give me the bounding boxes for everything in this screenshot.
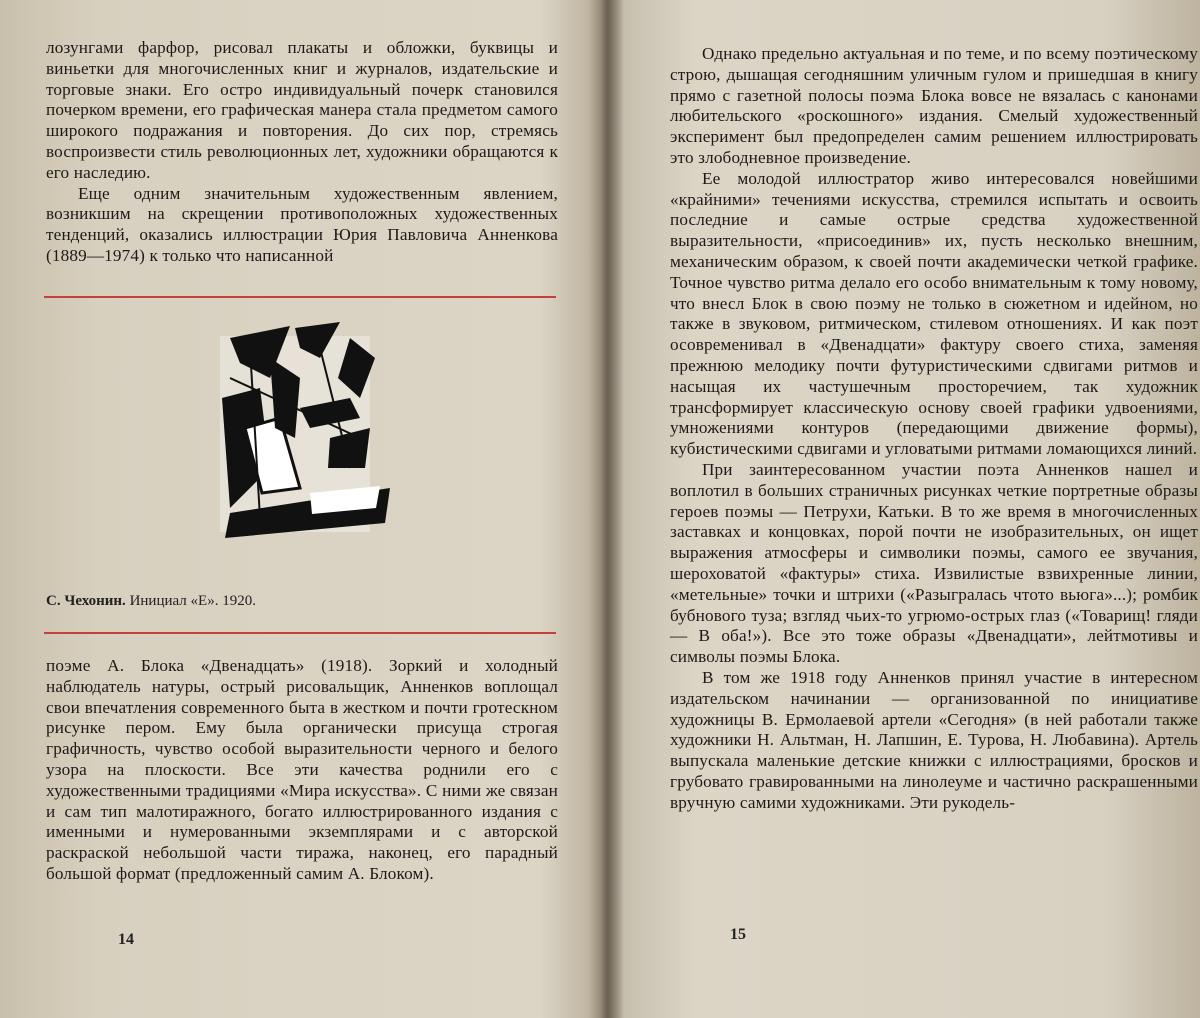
- right-paragraph-3: При заинтересованном участии поэта Анненков нашел и воплотил в больших страничных рисунках четкие портретные образы героев поэмы — Петрухи, Катьки. В то же время в многочисленных заставках и концовках, порой почти не изобразительных, он ищет выражения атмосферы и символики поэмы, самого ее звучания, шероховатой «фактуры» стиха. Извилистые взвихренные линии, «метельные» точки и штрихи («Разыгралась чтото вьюга»...); ромбик бубнового туза; взгляд чьих-то угрюмо-острых глаз («Товарищ! гляди — В оба!»). Все это тоже образы «Двенадцати», лейтмотивы и символы поэмы Блока.: [670, 459, 1198, 667]
- left-paragraph-2: Еще одним значительным художественным явлением, возникшим на скрещении противоположных художественных тенденций, оказались иллюстрации Юрия Павловича Анненкова (1889—1974) к только что написанной: [46, 183, 558, 265]
- right-paragraph-4: В том же 1918 году Анненков принял участие в интересном издательском начинании — организованной по инициативе художницы В. Ермолаевой артели «Сегодня» (в ней работали также художники Н. Альтман, Н. Лапшин, Е. Турова, Н. Любавина). Артель выпускала маленькие детские книжки с иллюстрациями, бросков и грубовато гравированными на линолеуме и частично раскрашенными вручную самими художниками. Эти рукодель-: [670, 667, 1198, 812]
- page-number-left: 14: [118, 931, 134, 948]
- left-paragraph-3: поэме А. Блока «Двенадцать» (1918). Зоркий и холодный наблюдатель натуры, острый рисовальщик, Анненков воплощал свои впечатления современного быта в жестком и почти гротескном рисунке пером. Ему была органически присуща строгая графичность, чувство особой выразительности черного и белого узора на плоскости. Все эти качества роднили его с художественными традициями «Мира искусства». С ними же связан и сам тип малотиражного, богато иллюстрированного издания с именными и нумерованными экземплярами и с авторской раскраской небольшой части тиража, наконец, его парадный большой формат (предложенный самим А. Блоком).: [46, 656, 558, 883]
- left-bottom-text: [46, 656, 558, 885]
- right-paragraph-1: Однако предельно актуальная и по теме, и по всему поэтическому строю, дышащая сегодняшним уличным гулом и пришедшая в книгу прямо с газетной полосы поэма Блока вовсе не вязалась с канонами любительского «роскошного» издания. Смелый художественный эксперимент был предопределен самим решением иллюстрировать это злободневное произведение.: [670, 44, 1198, 167]
- red-divider-top: [44, 296, 556, 298]
- initial-e-illustration: [200, 318, 400, 546]
- figure-caption: [46, 593, 256, 610]
- right-text: [670, 44, 1198, 813]
- caption-author: С. Чехонин.: [46, 593, 126, 609]
- right-paragraph-2: Ее молодой иллюстратор живо интересовался новейшими «крайними» течениями искусства, стремился испытать и освоить последние и самые острые средства художественной выразительности, «присоединив» их, пусть несколько внешним, механическим образом, к своей почти академически четкой графике. Точное чувство ритма делало его особо внимательным к тому новому, что внесл Блок в свою поэму не только в сюжетном и идейном, но также в звуковом, ритмическом, стилевом отношениях. И как поэт осовременивал в «Двенадцати» фактуру своего стиха, заменяя прежнюю мелодику почти футуристическими сдвигами ритмов и насыщая их частушечным просторечием, так художник трансформирует классическую основу своей графики удвоениями, умножениями контуров (передающими движение формы), кубистическими сдвигами и угловатыми ритмами ломающихся линий.: [670, 168, 1198, 459]
- red-divider-bottom: [44, 632, 556, 634]
- left-top-text: [46, 38, 558, 267]
- page-number-right: 15: [730, 926, 746, 943]
- right-page: [612, 0, 1200, 1018]
- caption-text: Инициал «Е». 1920.: [129, 593, 256, 609]
- left-paragraph-1: лозунгами фарфор, рисовал плакаты и обложки, буквицы и виньетки для многочисленных книг и журналов, издательские и торговые знаки. Его остро индивидуальный почерк становился почерком времени, его графическая манера стала предметом самого широкого подражания и повторения. До сих пор, стремясь воспроизвести стиль революционных лет, художники обращаются к его наследию.: [46, 38, 558, 182]
